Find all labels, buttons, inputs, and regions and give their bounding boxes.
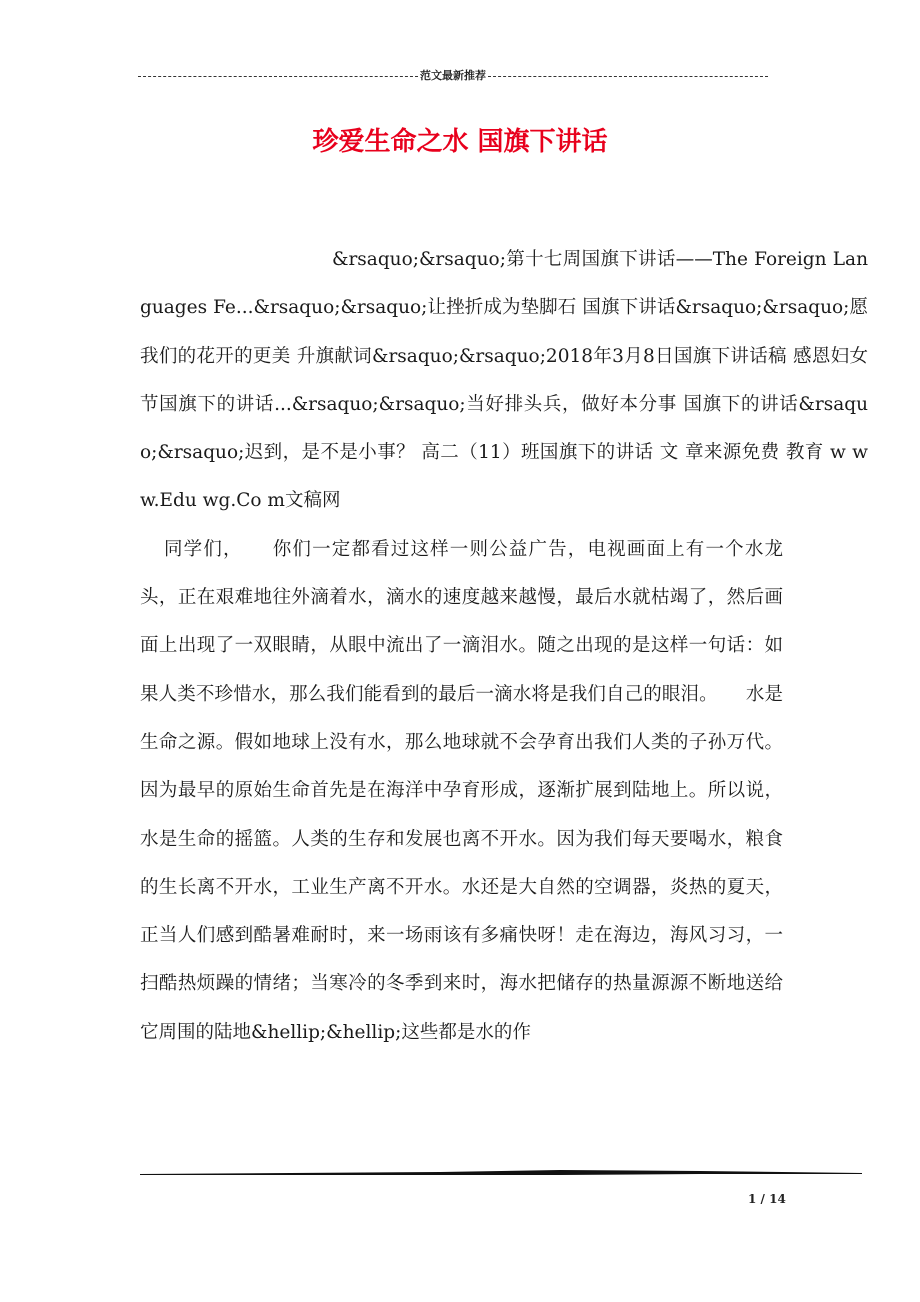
document-title: 珍爱生命之水 国旗下讲话 (312, 127, 608, 157)
page-number: 1 / 14 (748, 1192, 786, 1206)
speech-paragraph: 同学们， 你们一定都看过这样一则公益广告，电视画面上有一个水龙头，正在艰难地往外滴着水，滴水的速度越来越慢，最后水就枯竭了，然后画面上出现了一双眼睛，从眼中流出了一滴泪水。随之出现的是这样一句话：如果人类不珍惜水，那么我们能看到的最后一滴水将是我们自己的眼泪。 水是生命之源。假如地球上没有水，那么地球就不会孕育出我们人类的子孙万代。因为最早的原始生命首先是在海洋中孕育形成，逐渐扩展到陆地上。所以说，水是生命的摇篮。人类的生存和发展也离不开水。因为我们每天要喝水，粮食的生长离不开水，工业生产离不开水。水还是大自然的空调器，炎热的夏天，正当人们感到酷暑难耐时，来一场雨该有多痛快呀！走在海边，海风习习，一扫酷热烦躁的情绪；当寒冷的冬季到来时，海水把储存的热量源源不断地送给它周围的陆地&hellip;&hellip;这些都是水的作 (140, 538, 783, 1043)
header-dash-left (138, 76, 418, 77)
document-body (140, 236, 868, 1057)
related-articles-text: &rsaquo;&rsaquo;第十七周国旗下讲话——The Foreign Languages Fe...&rsaquo;&rsaquo;让挫折成为垫脚石 国旗下讲话&rsaquo;&rsaquo;愿我们的花开的更美 升旗献词&rsaquo;&rsaquo;2018年3月8日国旗下讲话稿 感恩妇女节国旗下的讲话...&rsaquo;&rsaquo;当好排头兵，做好本分事 国旗下的讲话&rsaquo;&rsaquo;迟到，是不是小事？ 高二（11）班国旗下的讲话 文 章来源免费 教育 w ww.Edu wg.Co m文稿网 (140, 249, 868, 512)
header-label: 范文最新推荐 (420, 69, 486, 82)
page-header (138, 66, 768, 86)
footer-rule (140, 1168, 862, 1178)
header-dash-right (488, 76, 768, 77)
